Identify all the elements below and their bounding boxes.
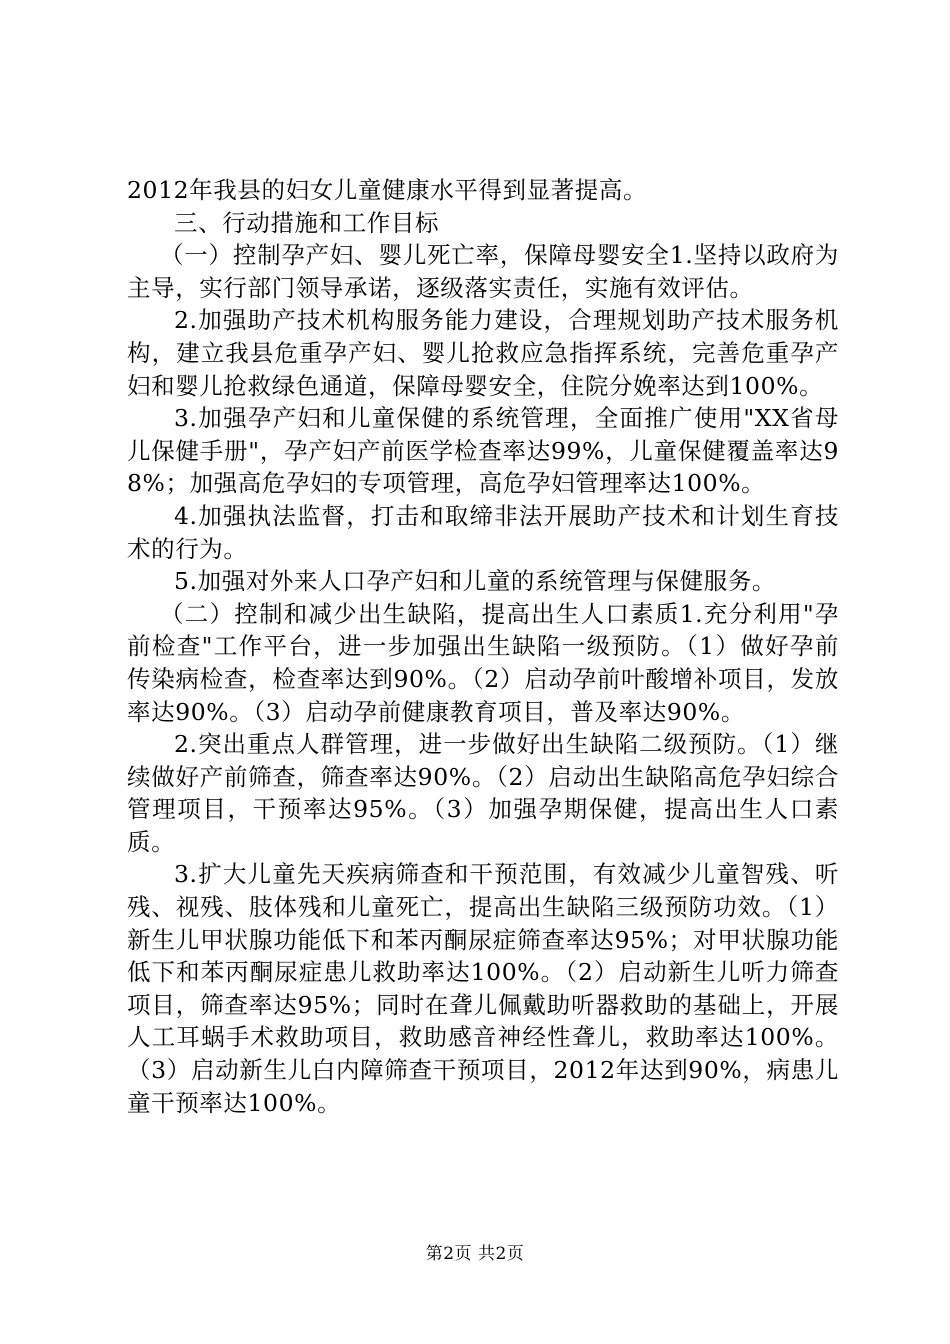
paragraph-item: 2.突出重点人群管理，进一步做好出生缺陷二级预防。（1）继续做好产前筛查，筛查率达90%。（2）启动出生缺陷高危孕妇综合管理项目，干预率达95%。（3）加强孕期保健，提高出生人口素质。	[127, 730, 839, 856]
document-body	[127, 174, 839, 1119]
paragraph-item: 3.扩大儿童先天疾病筛查和干预范围，有效减少儿童智残、听残、视残、肢体残和儿童死亡，提高出生缺陷三级预防功效。（1）新生儿甲状腺功能低下和苯丙酮尿症筛查率达95%；对甲状腺功能低下和苯丙酮尿症患儿救助率达100%。（2）启动新生儿听力筛查项目，筛查率达95%；同时在聋儿佩戴助听器救助的基础上，开展人工耳蜗手术救助项目，救助感音神经性聋儿，救助率达100%。（3）启动新生儿白内障筛查干预项目，2012年达到90%，病患儿童干预率达100%。	[127, 860, 839, 1117]
paragraph-subsection-1: （一）控制孕产妇、婴儿死亡率，保障母婴安全1.坚持以政府为主导，实行部门领导承诺，逐级落实责任，实施有效评估。	[127, 241, 839, 302]
page-number-footer: 第2页 共2页	[425, 1244, 525, 1264]
paragraph-item: 3.加强孕产妇和儿童保健的系统管理，全面推广使用"XX省母儿保健手册"，孕产妇产前医学检查率达99%，儿童保健覆盖率达98%；加强高危孕妇的专项管理，高危孕妇管理率达100%。	[127, 404, 839, 498]
paragraph-intro-continuation: 2012年我县的妇女儿童健康水平得到显著提高。	[127, 176, 648, 204]
paragraph-subsection-2: （二）控制和减少出生缺陷，提高出生人口素质1.充分利用"孕前检查"工作平台，进一步加强出生缺陷一级预防。（1）做好孕前传染病检查，检查率达到90%。（2）启动孕前叶酸增补项目，发放率达90%。（3）启动孕前健康教育项目，普及率达90%。	[127, 599, 839, 726]
paragraph-item: 2.加强助产技术机构服务能力建设，合理规划助产技术服务机构，建立我县危重孕产妇、婴儿抢救应急指挥系统，完善危重孕产妇和婴儿抢救绿色通道，保障母婴安全，住院分娩率达到100%。	[127, 306, 839, 400]
paragraph-item: 5.加强对外来人口孕产妇和儿童的系统管理与保健服务。	[174, 567, 777, 596]
paragraph-item: 4.加强执法监督，打击和取缔非法开展助产技术和计划生育技术的行为。	[127, 501, 839, 563]
section-heading: 三、行动措施和工作目标	[174, 208, 440, 237]
